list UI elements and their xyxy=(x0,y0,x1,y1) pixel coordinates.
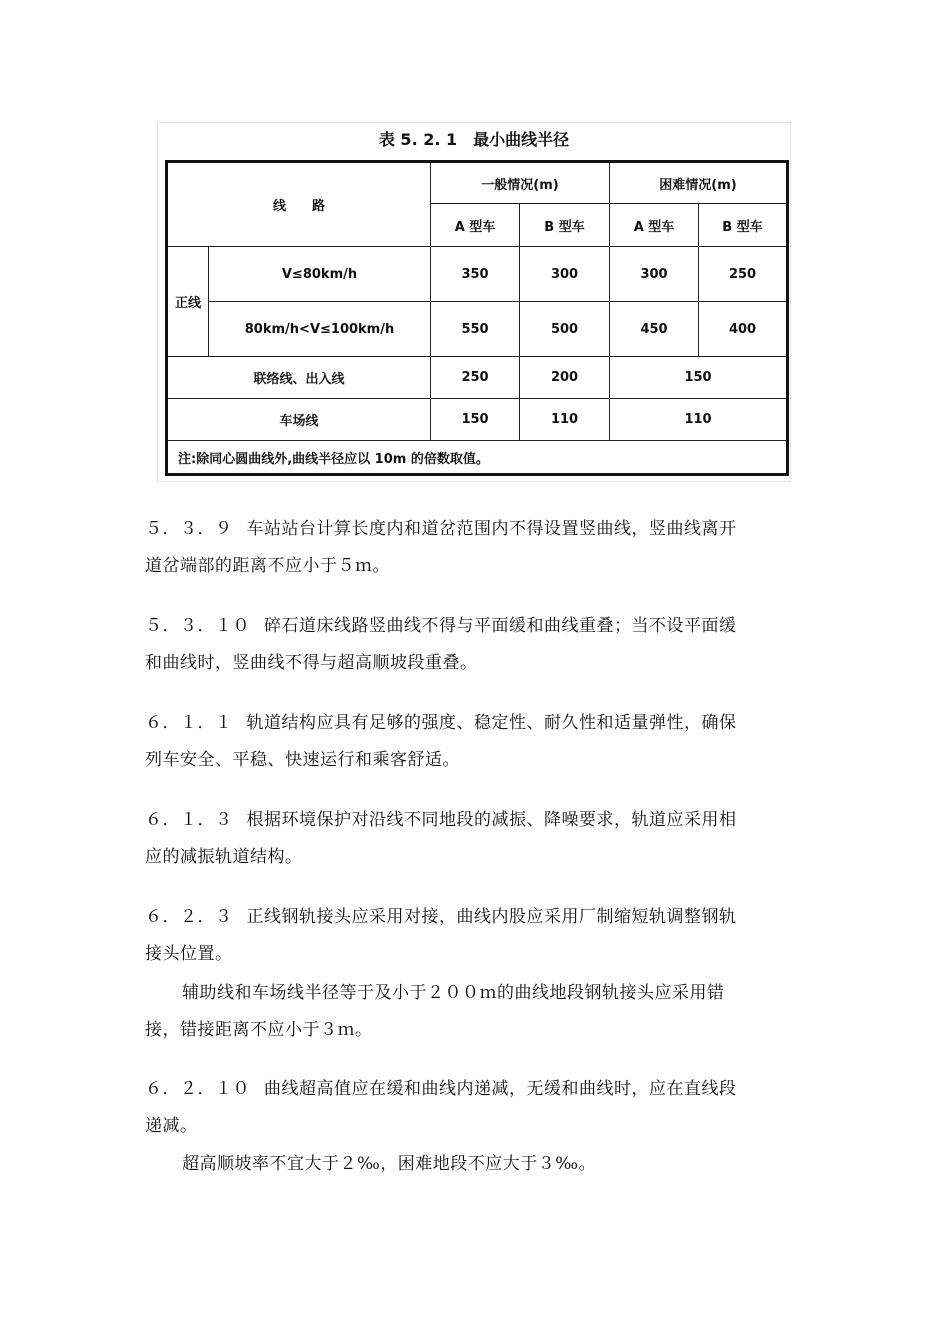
row-label: 联络线、出入线 xyxy=(167,357,431,399)
table-note: 注:除同心圆曲线外,曲线半径应以 10m 的倍数取值。 xyxy=(167,441,788,475)
main-line-label: 正线 xyxy=(167,247,209,357)
clause-text: 轨道结构应具有足够的强度、稳定性、耐久性和适量弹性，确保 xyxy=(246,713,737,733)
clause-text: 道岔端部的距离不应小于５ｍ。 xyxy=(145,556,390,576)
clause-text: 车站站台计算长度内和道岔范围内不得设置竖曲线，竖曲线离开 xyxy=(246,519,737,539)
clause-6-2-3-continuation xyxy=(145,975,805,1049)
row-label: 80km/h<V≤100km/h xyxy=(209,302,431,357)
header-difficult-a-car: A 型车 xyxy=(610,204,699,247)
clause-text: 曲线超高值应在缓和曲线内递减，无缓和曲线时，应在直线段 xyxy=(264,1079,737,1099)
clause-number: ６．１．１ xyxy=(145,713,233,733)
cell: 250 xyxy=(699,247,788,302)
cell: 150 xyxy=(610,357,788,399)
cell: 110 xyxy=(610,399,788,441)
header-line: 线 路 xyxy=(167,162,431,247)
clause-text: 列车安全、平稳、快速运行和乘客舒适。 xyxy=(145,750,460,770)
cell: 400 xyxy=(699,302,788,357)
clause-text: 接头位置。 xyxy=(145,944,233,964)
header-general-a-car: A 型车 xyxy=(431,204,520,247)
cell: 200 xyxy=(520,357,610,399)
row-label: V≤80km/h xyxy=(209,247,431,302)
clause-text: 接，错接距离不应小于３ｍ。 xyxy=(145,1020,373,1040)
row-label: 车场线 xyxy=(167,399,431,441)
cell: 350 xyxy=(431,247,520,302)
cell: 300 xyxy=(520,247,610,302)
clause-text: 应的减振轨道结构。 xyxy=(145,847,303,867)
clause-6-1-1 xyxy=(145,705,805,779)
clause-text: 辅助线和车场线半径等于及小于２００ｍ的曲线地段钢轨接头应采用错 xyxy=(182,983,725,1003)
table-row xyxy=(167,357,788,399)
header-difficult: 困难情况(m) xyxy=(610,162,788,204)
clause-text: 根据环境保护对沿线不同地段的减振、降噪要求，轨道应采用相 xyxy=(246,810,737,830)
cell: 450 xyxy=(610,302,699,357)
clause-6-2-10 xyxy=(145,1071,805,1145)
cell: 150 xyxy=(431,399,520,441)
table-row xyxy=(167,247,788,302)
clause-number: ６．２．３ xyxy=(145,907,233,927)
clause-number: ６．２．１０ xyxy=(145,1079,250,1099)
clause-text: 正线钢轨接头应采用对接，曲线内股应采用厂制缩短轨调整钢轨 xyxy=(246,907,737,927)
clause-number: ６．１．３ xyxy=(145,810,233,830)
header-general-b-car: B 型车 xyxy=(520,204,610,247)
cell: 550 xyxy=(431,302,520,357)
table-figure xyxy=(157,122,791,482)
clause-text: 超高顺坡率不宜大于２‰，困难地段不应大于３‰。 xyxy=(182,1154,597,1174)
clause-6-1-3 xyxy=(145,802,805,876)
clause-text: 碎石道床线路竖曲线不得与平面缓和曲线重叠；当不设平面缓 xyxy=(264,616,737,636)
header-general: 一般情况(m) xyxy=(431,162,610,204)
clause-5-3-9 xyxy=(145,511,805,585)
cell: 300 xyxy=(610,247,699,302)
clause-number: ５．３．９ xyxy=(145,519,233,539)
clause-5-3-10 xyxy=(145,608,805,682)
clause-number: ５．３．１０ xyxy=(145,616,250,636)
clause-text: 和曲线时，竖曲线不得与超高顺坡段重叠。 xyxy=(145,653,478,673)
clause-6-2-10-continuation xyxy=(182,1146,842,1183)
cell: 110 xyxy=(520,399,610,441)
min-curve-radius-table xyxy=(165,160,789,476)
table-row xyxy=(167,302,788,357)
clause-6-2-3 xyxy=(145,899,805,973)
clause-text: 递减。 xyxy=(145,1116,198,1136)
table-caption: 表 5. 2. 1 最小曲线半径 xyxy=(378,130,570,149)
header-difficult-b-car: B 型车 xyxy=(699,204,788,247)
table-row xyxy=(167,399,788,441)
cell: 250 xyxy=(431,357,520,399)
cell: 500 xyxy=(520,302,610,357)
